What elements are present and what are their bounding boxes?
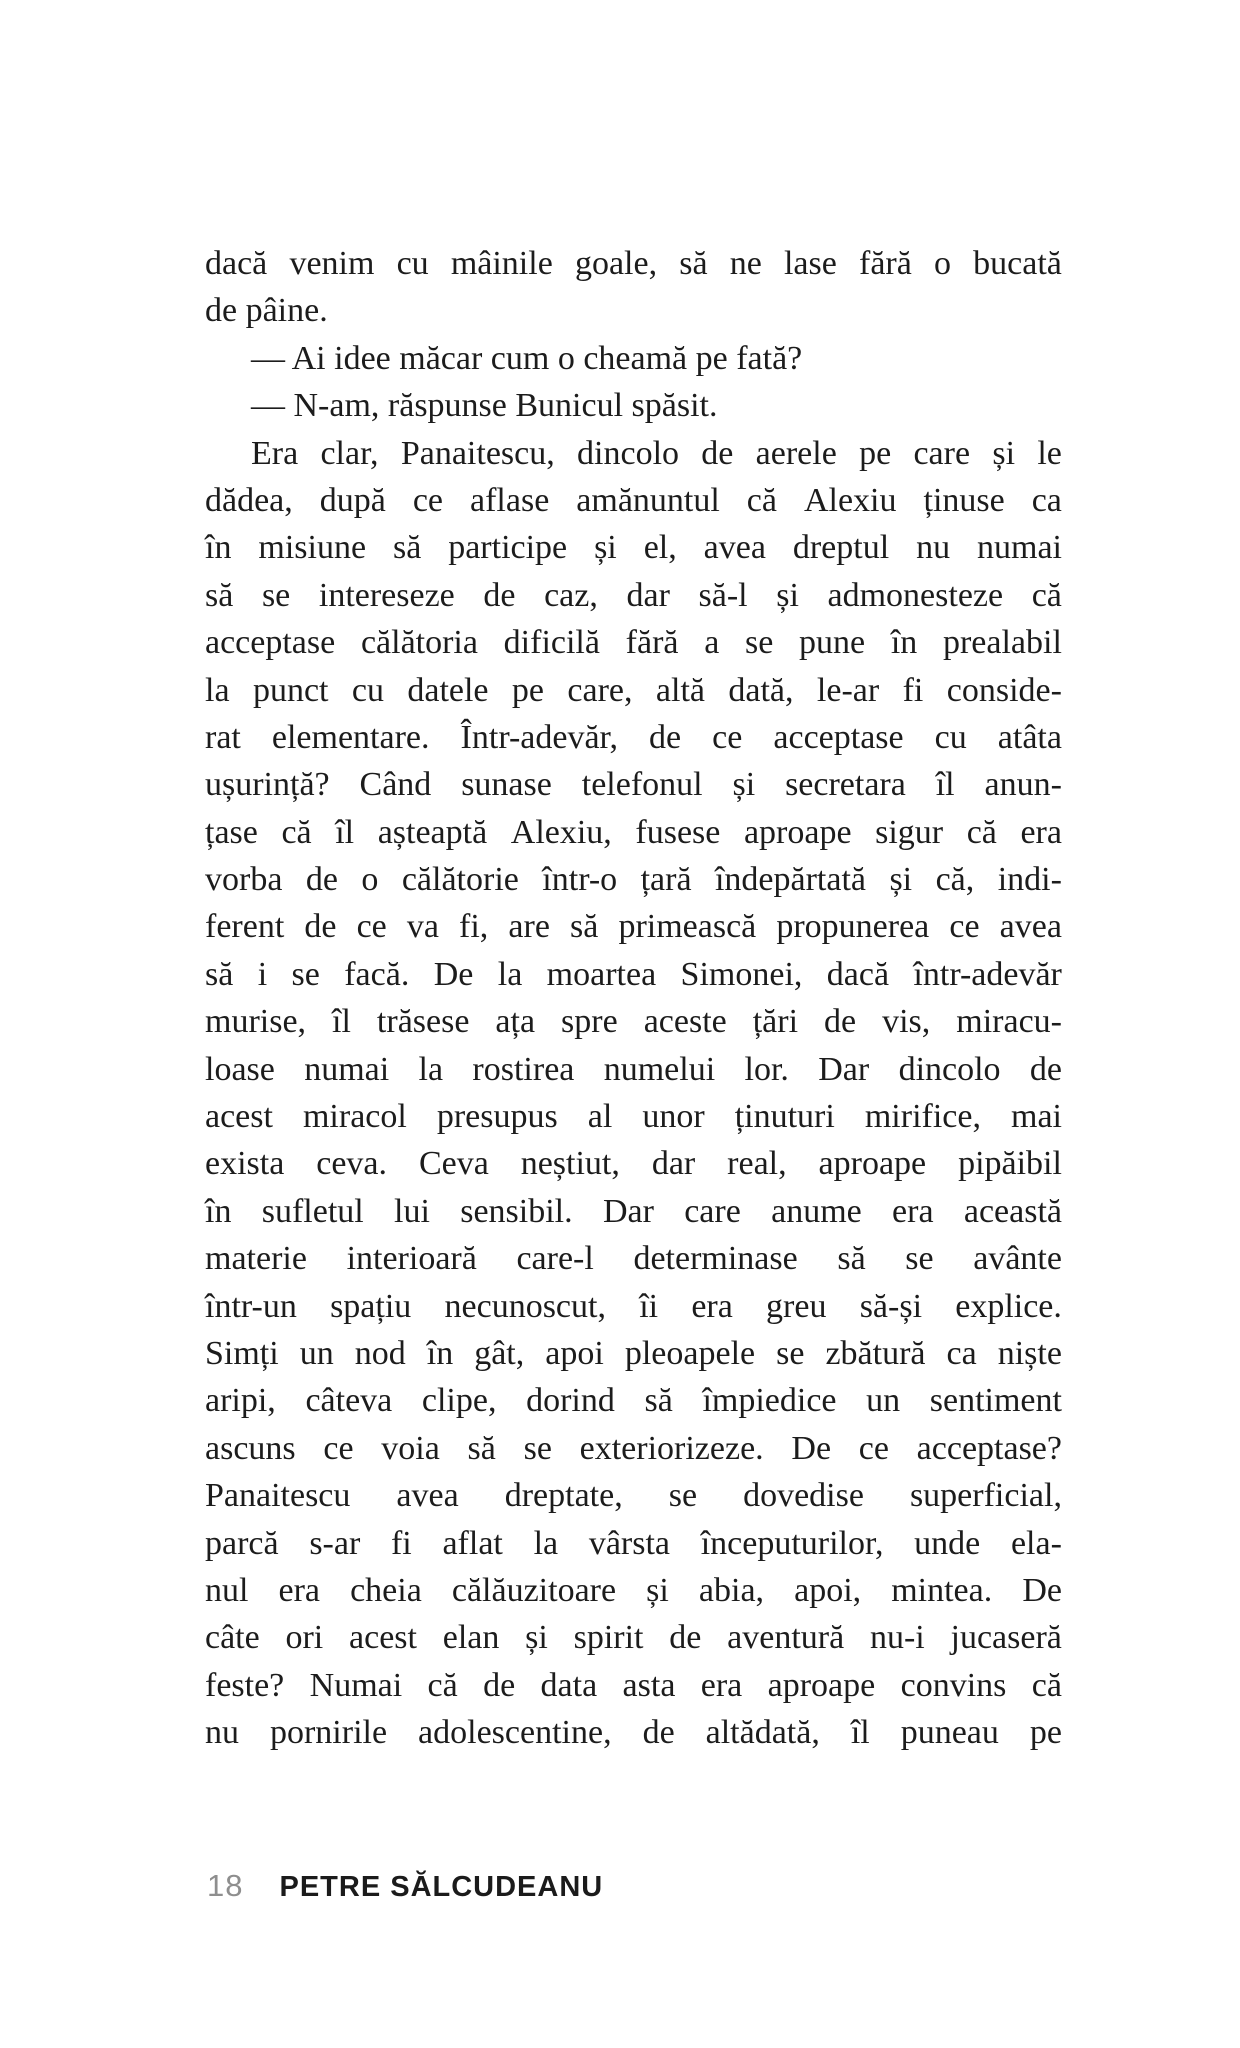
text-line: câte ori acest elan și spirit de aventură nu-i jucaseră: [205, 1619, 1062, 1657]
text-line: murise, îl trăsese ața spre aceste țări de vis, miracu-: [205, 1003, 1062, 1041]
text-line: să i se facă. De la moartea Simonei, dacă într-adevăr: [205, 955, 1062, 993]
text-line: materie interioară care-l determinase să se avânte: [205, 1240, 1062, 1278]
text-line: exista ceva. Ceva neștiut, dar real, aproape pipăibil: [205, 1145, 1062, 1183]
text-line: — Ai idee măcar cum o cheamă pe fată?: [251, 339, 803, 377]
text-line: ușurință? Când sunase telefonul și secretara îl anun-: [205, 766, 1062, 804]
text-line: acest miracol presupus al unor ținuturi mirifice, mai: [205, 1098, 1062, 1136]
text-line: țase că îl așteaptă Alexiu, fusese aproape sigur că era: [205, 813, 1062, 851]
text-line: Panaitescu avea dreptate, se dovedise superficial,: [205, 1477, 1062, 1515]
footer-author: PETRE SĂLCUDEANU: [279, 1871, 604, 1903]
text-line: dacă venim cu mâinile goale, să ne lase fără o bucată: [205, 245, 1062, 282]
text-line: Simți un nod în gât, apoi pleoapele se zbătură ca niște: [205, 1334, 1062, 1372]
text-line: într-un spațiu necunoscut, îi era greu să-și explice.: [205, 1287, 1062, 1325]
text-line: la punct cu datele pe care, altă dată, le-ar fi conside-: [205, 671, 1062, 709]
text-line: acceptase călătoria dificilă fără a se pune în prealabil: [205, 624, 1062, 662]
text-line: feste? Numai că de data asta era aproape convins că: [205, 1666, 1062, 1704]
text-line: nul era cheia călăuzitoare și abia, apoi, mintea. De: [205, 1571, 1062, 1609]
text-line: rat elementare. Într-adevăr, de ce acceptase cu atâta: [205, 718, 1062, 756]
text-line: ferent de ce va fi, are să primească propunerea ce avea: [205, 908, 1062, 946]
text-line: vorba de o călătorie într-o țară îndepărtată și că, indi-: [205, 861, 1062, 899]
text-line: de pâine.: [205, 292, 328, 330]
text-line: parcă s-ar fi aflat la vârsta începuturilor, unde ela-: [205, 1524, 1062, 1562]
body-text: [205, 240, 1062, 1757]
text-line: să se intereseze de caz, dar să-l și admonesteze că: [205, 576, 1062, 614]
page-number: 18: [207, 1868, 244, 1903]
text-line: în misiune să participe și el, avea dreptul nu numai: [205, 529, 1062, 567]
text-line: ascuns ce voia să se exteriorizeze. De ce acceptase?: [205, 1429, 1062, 1467]
text-line: — N-am, răspunse Bunicul spăsit.: [251, 387, 718, 425]
page-footer: [207, 1868, 603, 1904]
text-line: aripi, câteva clipe, dorind să împiedice un sentiment: [205, 1382, 1062, 1420]
text-line: loase numai la rostirea numelui lor. Dar dincolo de: [205, 1050, 1062, 1088]
text-line: nu pornirile adolescentine, de altădată, îl puneau pe: [205, 1714, 1062, 1752]
text-line: Era clar, Panaitescu, dincolo de aerele pe care și le: [251, 434, 1062, 472]
text-line: dădea, după ce aflase amănuntul că Alexiu ținuse ca: [205, 481, 1062, 519]
text-line: în sufletul lui sensibil. Dar care anume era această: [205, 1192, 1062, 1230]
